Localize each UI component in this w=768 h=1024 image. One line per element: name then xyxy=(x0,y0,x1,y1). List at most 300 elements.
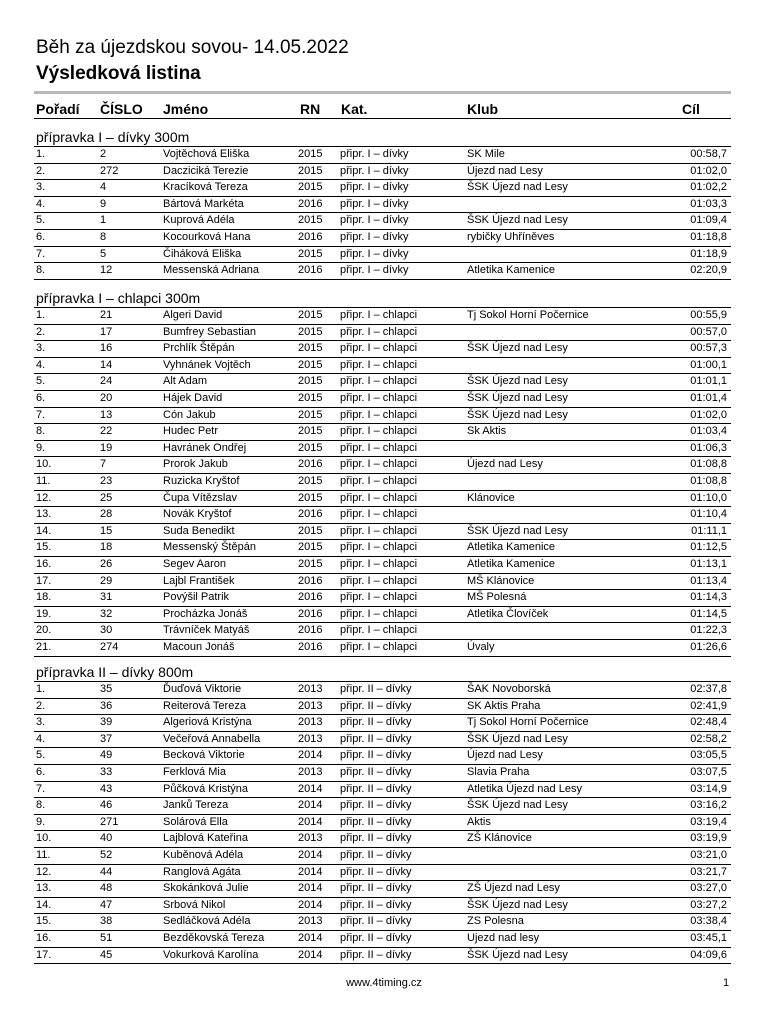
club-name: ZS Polesna xyxy=(467,915,524,928)
bib-number: 48 xyxy=(100,882,113,895)
athlete-name: Lajblová Kateřina xyxy=(163,832,249,845)
birth-year: 2013 xyxy=(298,732,323,745)
table-row xyxy=(34,898,731,915)
finish-time: 02:58,2 xyxy=(690,732,727,745)
athlete-name: Dacziciká Terezie xyxy=(163,164,249,177)
club-name: Újezd nad Lesy xyxy=(467,458,543,471)
club-name: Újezd nad Lesy xyxy=(467,749,543,762)
category: připr. I – chlapci xyxy=(340,475,418,487)
bib-number: 28 xyxy=(100,508,113,521)
club-name: Tj Sokol Horní Počernice xyxy=(467,309,589,321)
category: připr. I – chlapci xyxy=(340,558,418,570)
club-name: ŠSK Újezd nad Lesy xyxy=(467,898,568,911)
result-rank: 11. xyxy=(36,849,51,861)
finish-time: 03:14,9 xyxy=(690,782,727,795)
birth-year: 2015 xyxy=(298,491,323,504)
category: připr. I – chlapci xyxy=(340,458,418,471)
result-rank: 8. xyxy=(36,264,46,277)
birth-year: 2015 xyxy=(298,358,323,371)
table-row xyxy=(34,391,731,408)
athlete-name: Janků Tereza xyxy=(163,799,229,812)
category: připr. I – chlapci xyxy=(340,408,418,421)
category: připr. II – dívky xyxy=(340,932,412,944)
birth-year: 2013 xyxy=(298,699,323,712)
athlete-name: Prchlík Štěpán xyxy=(163,342,235,355)
club-name: ŠSK Újezd nad Lesy xyxy=(467,214,568,227)
club-name: Slavia Praha xyxy=(467,766,530,778)
athlete-name: Alt Adam xyxy=(163,375,208,388)
bib-number: 21 xyxy=(100,309,113,321)
category: připr. I – chlapci xyxy=(340,358,418,371)
athlete-name: Reiterová Tereza xyxy=(163,699,246,712)
result-rank: 15. xyxy=(36,541,52,554)
table-row xyxy=(34,424,731,441)
section-title: přípravka I – dívky 300m xyxy=(36,129,190,145)
bib-number: 46 xyxy=(100,799,113,812)
finish-time: 03:38,4 xyxy=(690,915,727,928)
result-rank: 5. xyxy=(36,214,46,227)
birth-year: 2013 xyxy=(298,915,323,928)
result-rank: 12. xyxy=(36,491,52,504)
birth-year: 2014 xyxy=(298,799,323,812)
table-row xyxy=(34,848,731,865)
result-rank: 9. xyxy=(36,815,46,828)
club-name: ŠSK Újezd nad Lesy xyxy=(467,524,568,537)
category: připr. II – dívky xyxy=(340,749,412,762)
table-row xyxy=(34,574,731,591)
athlete-name: Ďuďová Viktorie xyxy=(163,683,242,695)
finish-time: 01:26,6 xyxy=(690,641,727,653)
header-category: Kat. xyxy=(341,101,368,117)
bib-number: 5 xyxy=(100,247,107,260)
bib-number: 1 xyxy=(100,214,107,227)
result-rank: 10. xyxy=(36,832,52,845)
table-row xyxy=(34,881,731,898)
athlete-name: Čupa Vítězslav xyxy=(163,491,237,504)
birth-year: 2015 xyxy=(298,475,323,487)
bib-number: 13 xyxy=(100,408,113,421)
table-row xyxy=(34,931,731,948)
table-row xyxy=(34,865,731,882)
bib-number: 31 xyxy=(100,591,113,604)
table-row xyxy=(34,623,731,640)
club-name: Atletika Kamenice xyxy=(467,541,556,554)
finish-time: 01:01,4 xyxy=(690,392,727,404)
table-row xyxy=(34,590,731,607)
category: připr. I – dívky xyxy=(340,231,409,243)
birth-year: 2014 xyxy=(298,898,323,911)
birth-year: 2016 xyxy=(298,607,323,620)
bib-number: 19 xyxy=(100,441,113,454)
header-rn: RN xyxy=(300,101,321,117)
birth-year: 2015 xyxy=(298,342,323,355)
table-row xyxy=(34,474,731,491)
bib-number: 14 xyxy=(100,358,113,371)
club-name: Úvaly xyxy=(467,641,495,653)
result-rank: 10. xyxy=(36,458,52,471)
club-name: Tj Sokol Horní Počernice xyxy=(467,716,589,729)
bib-number: 9 xyxy=(100,197,107,210)
result-rank: 3. xyxy=(36,716,46,729)
bib-number: 36 xyxy=(100,699,113,712)
birth-year: 2013 xyxy=(298,683,323,695)
finish-time: 03:19,9 xyxy=(690,832,727,845)
result-rank: 3. xyxy=(36,342,46,355)
athlete-name: Algeriová Kristýna xyxy=(163,716,252,729)
table-row xyxy=(34,914,731,931)
table-row xyxy=(34,682,731,699)
table-row xyxy=(34,715,731,732)
table-row xyxy=(34,180,731,197)
club-name: ŠSK Újezd nad Lesy xyxy=(467,375,568,388)
birth-year: 2014 xyxy=(298,782,323,795)
category: připr. I – dívky xyxy=(340,214,409,227)
table-row xyxy=(34,782,731,799)
header-divider xyxy=(34,91,731,94)
finish-time: 01:10,4 xyxy=(690,508,727,521)
section-title: přípravka I – chlapci 300m xyxy=(36,290,201,306)
club-name: Atletika Kamenice xyxy=(467,264,556,277)
bib-number: 4 xyxy=(100,181,107,194)
result-rank: 14. xyxy=(36,524,52,537)
table-row xyxy=(34,815,731,832)
category: připr. I – chlapci xyxy=(340,309,418,321)
result-rank: 7. xyxy=(36,408,46,421)
birth-year: 2013 xyxy=(298,716,323,729)
birth-year: 2015 xyxy=(298,558,323,570)
athlete-name: Procházka Jonáš xyxy=(163,607,248,620)
club-name: rybičky Uhříněves xyxy=(467,231,555,243)
athlete-name: Ferklová Mia xyxy=(163,766,226,778)
category: připr. I – dívky xyxy=(340,247,409,260)
category: připr. I – chlapci xyxy=(340,441,418,454)
club-name: ZŠ Újezd nad Lesy xyxy=(467,882,560,895)
category: připr. I – dívky xyxy=(340,148,409,160)
finish-time: 01:09,4 xyxy=(690,214,727,227)
athlete-name: Večeřová Annabella xyxy=(163,732,261,745)
athlete-name: Čiháková Eliška xyxy=(163,247,242,260)
bib-number: 8 xyxy=(100,231,107,243)
result-rank: 16. xyxy=(36,932,52,944)
table-row xyxy=(34,748,731,765)
bib-number: 272 xyxy=(100,164,119,177)
result-rank: 6. xyxy=(36,392,46,404)
table-row xyxy=(34,230,731,247)
category: připr. II – dívky xyxy=(340,882,412,895)
category: připr. I – dívky xyxy=(340,164,409,177)
athlete-name: Trávníček Matyáš xyxy=(163,624,250,637)
athlete-name: Prorok Jakub xyxy=(163,458,228,471)
athlete-name: Bezděkovská Tereza xyxy=(163,932,265,944)
category: připr. I – chlapci xyxy=(340,392,418,404)
finish-time: 01:02,2 xyxy=(690,181,727,194)
result-rank: 6. xyxy=(36,766,46,778)
result-rank: 4. xyxy=(36,358,46,371)
result-rank: 20. xyxy=(36,624,52,637)
result-rank: 5. xyxy=(36,375,46,388)
birth-year: 2015 xyxy=(298,441,323,454)
athlete-name: Messenský Štěpán xyxy=(163,541,256,554)
bib-number: 2 xyxy=(100,148,107,160)
club-name: ŠSK Újezd nad Lesy xyxy=(467,732,568,745)
category: připr. II – dívky xyxy=(340,699,412,712)
bib-number: 52 xyxy=(100,849,113,861)
table-row xyxy=(34,213,731,230)
result-rank: 2. xyxy=(36,699,46,712)
athlete-name: Bumfrey Sebastian xyxy=(163,325,256,338)
athlete-name: Kracíková Tereza xyxy=(163,181,248,194)
document-subtitle: Výsledková listina xyxy=(36,63,201,84)
result-rank: 18. xyxy=(36,591,52,604)
table-row xyxy=(34,441,731,458)
athlete-name: Bártová Markéta xyxy=(163,197,244,210)
finish-time: 04:09,6 xyxy=(690,948,727,961)
bib-number: 12 xyxy=(100,264,113,277)
bib-number: 38 xyxy=(100,915,113,928)
athlete-name: Skokánková Julie xyxy=(163,882,249,895)
table-row xyxy=(34,147,731,164)
athlete-name: Vyhnánek Vojtěch xyxy=(163,358,251,371)
finish-time: 01:10,0 xyxy=(690,491,727,504)
finish-time: 03:07,5 xyxy=(690,766,727,778)
table-row xyxy=(34,640,731,657)
finish-time: 03:27,0 xyxy=(690,882,727,895)
table-row xyxy=(34,948,731,965)
birth-year: 2015 xyxy=(298,148,323,160)
bib-number: 20 xyxy=(100,392,113,404)
result-rank: 2. xyxy=(36,325,46,338)
birth-year: 2015 xyxy=(298,164,323,177)
finish-time: 01:11,1 xyxy=(691,524,727,537)
finish-time: 03:19,4 xyxy=(690,815,727,828)
athlete-name: Novák Kryštof xyxy=(163,508,232,521)
birth-year: 2013 xyxy=(298,766,323,778)
result-rank: 7. xyxy=(36,247,46,260)
header-time: Cíl xyxy=(682,101,700,117)
athlete-name: Kuprová Adéla xyxy=(163,214,235,227)
table-row xyxy=(34,374,731,391)
finish-time: 03:21,0 xyxy=(690,849,727,861)
category: připr. I – chlapci xyxy=(340,591,418,604)
category: připr. I – chlapci xyxy=(340,325,418,338)
finish-time: 00:57,0 xyxy=(690,325,727,338)
birth-year: 2015 xyxy=(298,408,323,421)
club-name: ŠAK Novoborská xyxy=(467,683,551,695)
bib-number: 274 xyxy=(100,641,119,653)
finish-time: 03:16,2 xyxy=(690,799,727,812)
finish-time: 02:48,4 xyxy=(690,716,727,729)
category: připr. II – dívky xyxy=(340,898,412,911)
finish-time: 01:03,4 xyxy=(690,425,727,438)
header-rank: Pořadí xyxy=(36,101,80,117)
athlete-name: Povýšil Patrik xyxy=(163,591,230,604)
bib-number: 45 xyxy=(100,948,113,961)
table-row xyxy=(34,831,731,848)
club-name: ŠSK Újezd nad Lesy xyxy=(467,342,568,355)
table-row xyxy=(34,557,731,574)
club-name: Aktis xyxy=(467,815,491,828)
table-row xyxy=(34,699,731,716)
bib-number: 29 xyxy=(100,574,113,587)
birth-year: 2016 xyxy=(298,264,323,277)
athlete-name: Macoun Jonáš xyxy=(163,641,235,653)
athlete-name: Kuběnová Adéla xyxy=(163,849,244,861)
table-row xyxy=(34,164,731,181)
athlete-name: Vokurková Karolína xyxy=(163,948,259,961)
bib-number: 18 xyxy=(100,541,113,554)
athlete-name: Ranglová Agáta xyxy=(163,865,241,878)
birth-year: 2015 xyxy=(298,247,323,260)
table-row xyxy=(34,325,731,342)
athlete-name: Segev Aaron xyxy=(163,558,226,570)
bib-number: 49 xyxy=(100,749,113,762)
category: připr. I – chlapci xyxy=(340,641,418,653)
finish-time: 02:20,9 xyxy=(690,264,727,277)
athlete-name: Srbová Nikol xyxy=(163,898,226,911)
athlete-name: Kocourková Hana xyxy=(163,231,251,243)
finish-time: 01:01,1 xyxy=(690,375,727,388)
birth-year: 2016 xyxy=(298,641,323,653)
club-name: Atletika Kamenice xyxy=(467,558,556,570)
table-row xyxy=(34,732,731,749)
category: připr. I – chlapci xyxy=(340,574,418,587)
category: připr. I – dívky xyxy=(340,181,409,194)
table-row xyxy=(34,308,731,325)
table-row xyxy=(34,507,731,524)
finish-time: 01:02,0 xyxy=(690,164,727,177)
header-club: Klub xyxy=(467,101,499,117)
athlete-name: Suda Benedikt xyxy=(163,524,235,537)
table-row xyxy=(34,263,731,280)
birth-year: 2014 xyxy=(298,749,323,762)
table-row xyxy=(34,247,731,264)
table-row xyxy=(34,491,731,508)
table-row xyxy=(34,540,731,557)
bib-number: 26 xyxy=(100,558,113,570)
result-rank: 15. xyxy=(36,915,52,928)
bib-number: 30 xyxy=(100,624,113,637)
birth-year: 2015 xyxy=(298,392,323,404)
athlete-name: Hudec Petr xyxy=(163,425,219,438)
result-rank: 17. xyxy=(36,574,52,587)
club-name: Atletika Újezd nad Lesy xyxy=(467,782,582,795)
birth-year: 2016 xyxy=(298,574,323,587)
category: připr. II – dívky xyxy=(340,849,412,861)
athlete-name: Vojtěchová Eliška xyxy=(163,148,250,160)
bib-number: 32 xyxy=(100,607,113,620)
category: připr. I – chlapci xyxy=(340,524,418,537)
section-title: přípravka II – dívky 800m xyxy=(36,664,194,680)
bib-number: 22 xyxy=(100,425,113,438)
result-rank: 1. xyxy=(36,148,46,160)
result-rank: 13. xyxy=(36,882,52,895)
page-number: 1 xyxy=(723,977,730,989)
birth-year: 2015 xyxy=(298,425,323,438)
bib-number: 44 xyxy=(100,865,113,878)
birth-year: 2013 xyxy=(298,832,323,845)
birth-year: 2016 xyxy=(298,591,323,604)
table-row xyxy=(34,607,731,624)
footer-website[interactable]: www.4timing.cz xyxy=(346,977,422,989)
bib-number: 43 xyxy=(100,782,113,795)
finish-time: 01:18,9 xyxy=(690,247,727,260)
finish-time: 01:12,5 xyxy=(690,541,727,554)
finish-time: 01:13,1 xyxy=(690,558,727,570)
category: připr. I – chlapci xyxy=(340,491,418,504)
club-name: ŠSK Újezd nad Lesy xyxy=(467,408,568,421)
birth-year: 2015 xyxy=(298,181,323,194)
athlete-name: Půčková Kristýna xyxy=(163,782,248,795)
table-row xyxy=(34,197,731,214)
result-rank: 2. xyxy=(36,164,46,177)
club-name: Ujezd nad lesy xyxy=(467,932,540,944)
bib-number: 15 xyxy=(100,524,113,537)
category: připr. II – dívky xyxy=(340,732,412,745)
bib-number: 271 xyxy=(100,815,119,828)
finish-time: 01:14,3 xyxy=(690,591,727,604)
bib-number: 23 xyxy=(100,475,113,487)
bib-number: 47 xyxy=(100,898,113,911)
athlete-name: Lajbl František xyxy=(163,574,235,587)
result-rank: 14. xyxy=(36,898,52,911)
category: připr. I – chlapci xyxy=(340,541,418,554)
birth-year: 2016 xyxy=(298,197,323,210)
athlete-name: Solárová Ella xyxy=(163,815,228,828)
finish-time: 01:06,3 xyxy=(690,441,727,454)
category: připr. II – dívky xyxy=(340,815,412,828)
result-rank: 4. xyxy=(36,732,46,745)
bib-number: 40 xyxy=(100,832,113,845)
bib-number: 33 xyxy=(100,766,113,778)
club-name: MŠ Polesná xyxy=(467,591,527,604)
bib-number: 37 xyxy=(100,732,113,745)
result-rank: 11. xyxy=(36,475,51,487)
bib-number: 39 xyxy=(100,716,113,729)
club-name: ZŠ Klánovice xyxy=(467,832,532,845)
result-rank: 5. xyxy=(36,749,46,762)
bib-number: 25 xyxy=(100,491,113,504)
result-rank: 7. xyxy=(36,782,46,795)
result-rank: 17. xyxy=(36,948,52,961)
club-name: ŠSK Újezd nad Lesy xyxy=(467,948,568,961)
birth-year: 2015 xyxy=(298,541,323,554)
club-name: ŠSK Újezd nad Lesy xyxy=(467,392,568,404)
result-rank: 6. xyxy=(36,231,46,243)
finish-time: 01:02,0 xyxy=(690,408,727,421)
result-rank: 4. xyxy=(36,197,46,210)
athlete-name: Havránek Ondřej xyxy=(163,441,247,454)
header-number: ČÍSLO xyxy=(100,101,143,117)
finish-time: 01:03,3 xyxy=(690,197,727,210)
finish-time: 03:45,1 xyxy=(690,932,727,944)
birth-year: 2016 xyxy=(298,624,323,637)
club-name: MŠ Klánovice xyxy=(467,574,535,587)
birth-year: 2014 xyxy=(298,815,323,828)
bib-number: 16 xyxy=(100,342,113,355)
category: připr. II – dívky xyxy=(340,716,412,729)
birth-year: 2014 xyxy=(298,849,323,861)
birth-year: 2016 xyxy=(298,458,323,471)
result-rank: 8. xyxy=(36,799,46,812)
athlete-name: Cón Jakub xyxy=(163,408,216,421)
finish-time: 03:27,2 xyxy=(690,898,727,911)
bib-number: 35 xyxy=(100,683,113,695)
table-header-line xyxy=(34,118,731,119)
table-row xyxy=(34,457,731,474)
finish-time: 01:14,5 xyxy=(690,607,727,620)
category: připr. I – chlapci xyxy=(340,342,418,355)
athlete-name: Sedláčková Adéla xyxy=(163,915,251,928)
